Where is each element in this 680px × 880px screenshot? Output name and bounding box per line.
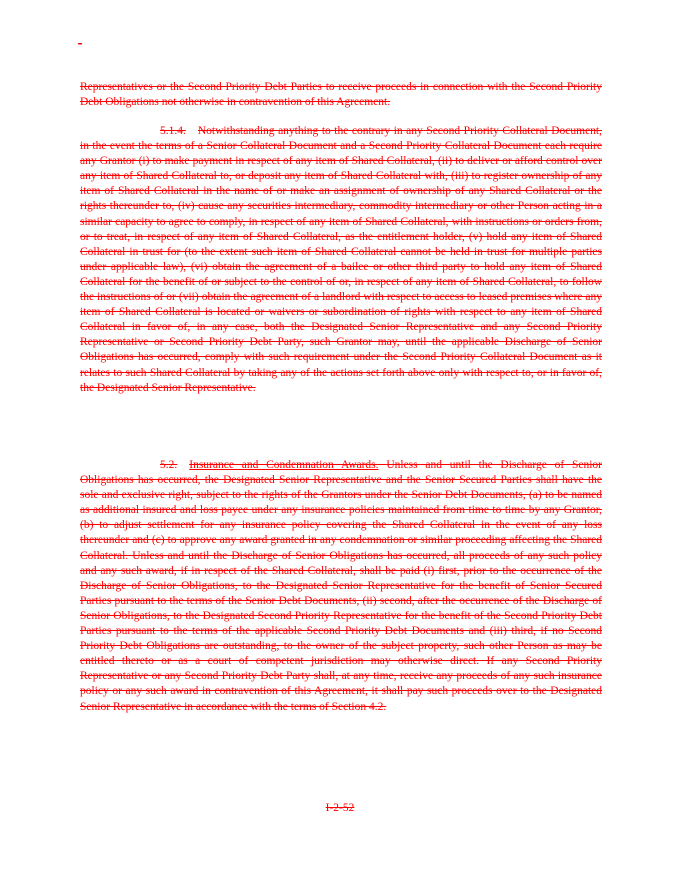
top-deletion-marker: -: [78, 36, 82, 50]
section-5-2-heading: Insurance and Condemnation Awards.: [189, 459, 379, 471]
paragraph-continuation: Representatives or the Second Priority Debt Parties to receive proceeds in connection with the Second Priority Debt Obligations not otherwise in contravention of this Agreement.: [80, 81, 602, 109]
section-5-1-4-number: 5.1.4.: [160, 125, 186, 137]
section-5-1-4-text: Notwithstanding anything to the contrary in any Second Priority Collateral Document, in the event the terms of a Senior Collateral Document and a Second Priority Collateral Document each require any Grantor (i) to make payment in respect of any item of Shared Collateral, (ii) to deliver or afford control over any item of Shared Collateral to, or deposit any item of Shared Collateral with, (iii) to register ownership of any item of Shared Collateral in the name of or make an assignment of ownership of any Shared Collateral or the rights thereunder to, (iv) cause any securities intermediary, commodity intermediary or other Person acting in a similar capacity to agree to comply, in respect of any item of Shared Collateral, with instructions or orders from, or to treat, in respect of any item of Shared Collateral, as the entitlement holder, (v) hold any item of Shared Collateral in trust for (to the extent such item of Shared Collateral cannot be held in trust for multiple parties under applicable law), (vi) obtain the agreement of a bailee or other third party to hold any item of Shared Collateral for the benefit of or subject to the control of or, in respect of any item of Shared Collateral, to follow the instructions of or (vii) obtain the agreement of a landlord with respect to access to leased premises where any item of Shared Collateral is located or waivers or subordination of rights with respect to any item of Shared Collateral in favor of, in any case, both the Designated Senior Representative and any Second Priority Representative or Second Priority Debt Party, such Grantor may, until the applicable Discharge of Senior Obligations has occurred, comply with such requirement under the Second Priority Collateral Document as it relates to such Shared Collateral by taking any of the actions set forth above only with respect to, or in favor of, the Designated Senior Representative.: [80, 125, 602, 394]
section-5-2: [80, 458, 602, 715]
section-5-1-4: [80, 124, 602, 396]
section-5-2-number: 5.2.: [160, 459, 178, 471]
section-5-2-text: Unless and until the Discharge of Senior Obligations has occurred, the Designated Senior Representative and the Senior Secured Parties shall have the sole and exclusive right, subject to the rights of the Grantors under the Senior Debt Documents, (a) to be named as additional insured and loss payee under any insurance policies maintained from time to time by any Grantor, (b) to adjust settlement for any insurance policy covering the Shared Collateral in the event of any loss thereunder and (c) to approve any award granted in any condemnation or similar proceeding affecting the Shared Collateral. Unless and until the Discharge of Senior Obligations has occurred, all proceeds of any such policy and any such award, if in respect of the Shared Collateral, shall be paid (i) first, prior to the occurrence of the Discharge of Senior Obligations, to the Designated Senior Representative for the benefit of Senior Secured Parties pursuant to the terms of the Senior Debt Documents, (ii) second, after the occurrence of the Discharge of Senior Obligations, to the Designated Second Priority Representative for the benefit of the Second Priority Debt Parties pursuant to the terms of the applicable Second Priority Debt Documents and (iii) third, if no Second Priority Debt Obligations are outstanding, to the owner of the subject property, such other Person as may be entitled thereto or as a court of competent jurisdiction may otherwise direct. If any Second Priority Representative or any Second Priority Debt Party shall, at any time, receive any proceeds of any such insurance policy or any such award in contravention of this Agreement, it shall pay such proceeds over to the Designated Senior Representative in accordance with the terms of Section 4.2.: [80, 459, 602, 713]
page-number: I-2-52: [325, 802, 355, 814]
